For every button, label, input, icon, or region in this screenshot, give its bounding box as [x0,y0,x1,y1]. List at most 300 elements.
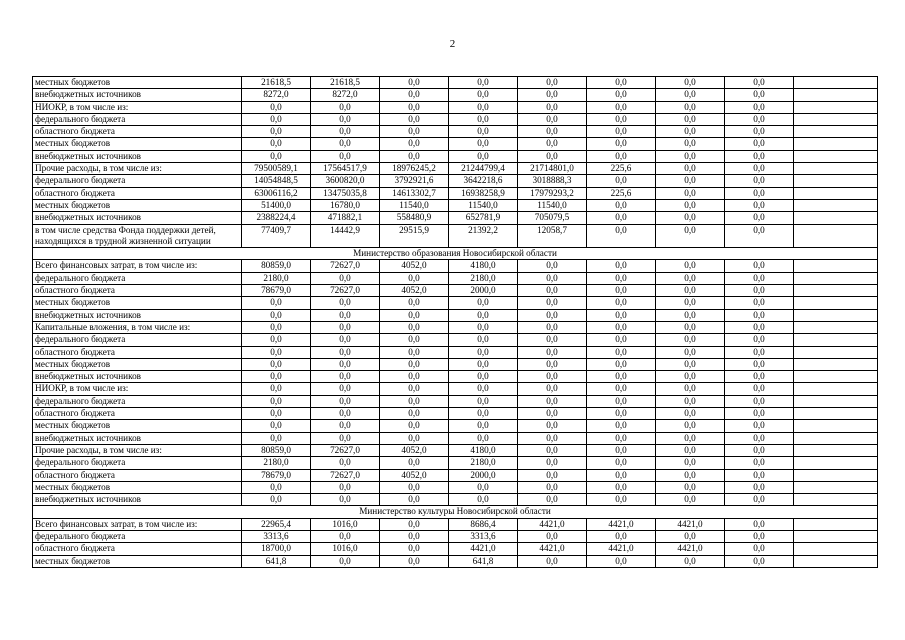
empty-cell [794,432,878,444]
value-cell: 0,0 [656,199,725,211]
value-cell: 4421,0 [587,543,656,555]
table-row [33,163,878,175]
value-cell: 641,8 [449,555,518,567]
value-cell: 21392,2 [449,224,518,248]
table-row [33,346,878,358]
empty-cell [794,199,878,211]
value-cell: 0,0 [725,371,794,383]
value-cell: 17564517,9 [311,163,380,175]
row-label: НИОКР, в том числе из: [33,101,242,113]
table-row [33,444,878,456]
value-cell: 0,0 [449,371,518,383]
empty-cell [794,101,878,113]
value-cell: 0,0 [518,285,587,297]
table-row [33,334,878,346]
value-cell: 0,0 [656,408,725,420]
value-cell: 0,0 [311,358,380,370]
value-cell: 0,0 [242,126,311,138]
value-cell: 4421,0 [656,543,725,555]
row-label: внебюджетных источников [33,371,242,383]
row-label: Прочие расходы, в том числе из: [33,163,242,175]
row-label: областного бюджета [33,408,242,420]
value-cell: 0,0 [518,89,587,101]
value-cell: 0,0 [656,346,725,358]
row-label: внебюджетных источников [33,212,242,224]
value-cell: 0,0 [518,408,587,420]
value-cell: 0,0 [449,432,518,444]
table-row [33,518,878,530]
value-cell: 0,0 [725,543,794,555]
value-cell: 0,0 [449,358,518,370]
value-cell: 0,0 [725,126,794,138]
row-label: внебюджетных источников [33,494,242,506]
value-cell: 0,0 [587,138,656,150]
table-row [33,260,878,272]
row-label: местных бюджетов [33,420,242,432]
value-cell: 14613302,7 [380,187,449,199]
value-cell: 0,0 [656,481,725,493]
value-cell: 2000,0 [449,469,518,481]
value-cell: 29515,9 [380,224,449,248]
value-cell: 0,0 [518,371,587,383]
value-cell: 0,0 [518,321,587,333]
table-row [33,224,878,248]
value-cell: 0,0 [242,346,311,358]
empty-cell [794,272,878,284]
value-cell: 0,0 [311,383,380,395]
value-cell: 0,0 [587,113,656,125]
value-cell: 0,0 [725,346,794,358]
empty-cell [794,555,878,567]
value-cell: 0,0 [725,481,794,493]
value-cell: 0,0 [725,187,794,199]
value-cell: 0,0 [725,358,794,370]
value-cell: 4421,0 [518,518,587,530]
value-cell: 72627,0 [311,469,380,481]
value-cell: 0,0 [725,444,794,456]
value-cell: 0,0 [656,77,725,89]
table-row [33,408,878,420]
value-cell: 4421,0 [449,543,518,555]
value-cell: 0,0 [587,224,656,248]
value-cell: 0,0 [380,383,449,395]
row-label: Всего финансовых затрат, в том числе из: [33,260,242,272]
empty-cell [794,89,878,101]
value-cell: 0,0 [725,321,794,333]
value-cell: 0,0 [656,530,725,542]
value-cell: 0,0 [518,420,587,432]
value-cell: 0,0 [449,408,518,420]
empty-cell [794,224,878,248]
value-cell: 0,0 [587,212,656,224]
value-cell: 0,0 [656,138,725,150]
value-cell: 3600820,0 [311,175,380,187]
table-row [33,420,878,432]
empty-cell [794,77,878,89]
row-label: Всего финансовых затрат, в том числе из: [33,518,242,530]
row-label: в том числе средства Фонда поддержки детей, находящихся в трудной жизненной ситуации [33,224,242,248]
value-cell: 0,0 [449,481,518,493]
value-cell: 0,0 [587,383,656,395]
value-cell: 0,0 [587,321,656,333]
value-cell: 80859,0 [242,444,311,456]
value-cell: 0,0 [725,101,794,113]
empty-cell [794,395,878,407]
page-number: 2 [449,38,456,50]
value-cell: 0,0 [587,346,656,358]
empty-cell [794,358,878,370]
value-cell: 0,0 [311,530,380,542]
empty-cell [794,113,878,125]
value-cell: 0,0 [380,371,449,383]
table-row [33,297,878,309]
value-cell: 0,0 [518,469,587,481]
table-row [33,358,878,370]
value-cell: 16938258,9 [449,187,518,199]
value-cell: 0,0 [380,334,449,346]
value-cell: 0,0 [725,530,794,542]
value-cell: 63006116,2 [242,187,311,199]
value-cell: 0,0 [518,358,587,370]
value-cell: 0,0 [242,408,311,420]
value-cell: 0,0 [587,175,656,187]
value-cell: 4052,0 [380,260,449,272]
value-cell: 0,0 [518,383,587,395]
value-cell: 0,0 [725,518,794,530]
row-label: федерального бюджета [33,334,242,346]
row-label: внебюджетных источников [33,309,242,321]
empty-cell [794,518,878,530]
value-cell: 0,0 [449,346,518,358]
value-cell: 0,0 [380,297,449,309]
value-cell: 0,0 [587,297,656,309]
value-cell: 0,0 [242,383,311,395]
value-cell: 3792921,6 [380,175,449,187]
value-cell: 3313,6 [449,530,518,542]
budget-table [32,76,878,568]
value-cell: 0,0 [587,272,656,284]
row-label: областного бюджета [33,126,242,138]
table-row [33,150,878,162]
value-cell: 22965,4 [242,518,311,530]
value-cell: 12058,7 [518,224,587,248]
value-cell: 18700,0 [242,543,311,555]
value-cell: 0,0 [311,555,380,567]
value-cell: 641,8 [242,555,311,567]
value-cell: 0,0 [518,346,587,358]
empty-cell [794,260,878,272]
value-cell: 0,0 [656,285,725,297]
value-cell: 0,0 [725,163,794,175]
value-cell: 0,0 [656,175,725,187]
value-cell: 0,0 [311,494,380,506]
value-cell: 0,0 [725,297,794,309]
empty-cell [794,469,878,481]
value-cell: 0,0 [380,395,449,407]
row-label: местных бюджетов [33,481,242,493]
value-cell: 0,0 [311,101,380,113]
value-cell: 0,0 [449,126,518,138]
value-cell: 14442,9 [311,224,380,248]
row-label: областного бюджета [33,543,242,555]
value-cell: 0,0 [380,150,449,162]
value-cell: 0,0 [587,494,656,506]
value-cell: 0,0 [587,334,656,346]
table-row [33,395,878,407]
row-label: местных бюджетов [33,297,242,309]
row-label: областного бюджета [33,469,242,481]
empty-cell [794,297,878,309]
value-cell: 0,0 [587,408,656,420]
value-cell: 0,0 [242,420,311,432]
value-cell: 0,0 [725,138,794,150]
value-cell: 0,0 [242,358,311,370]
value-cell: 0,0 [656,358,725,370]
empty-cell [794,408,878,420]
value-cell: 0,0 [725,383,794,395]
value-cell: 0,0 [449,334,518,346]
value-cell: 0,0 [518,481,587,493]
value-cell: 0,0 [656,187,725,199]
value-cell: 0,0 [587,395,656,407]
value-cell: 0,0 [518,126,587,138]
row-label: федерального бюджета [33,457,242,469]
value-cell: 0,0 [518,113,587,125]
value-cell: 4052,0 [380,285,449,297]
value-cell: 16780,0 [311,199,380,211]
value-cell: 0,0 [380,113,449,125]
value-cell: 0,0 [242,432,311,444]
value-cell: 0,0 [725,224,794,248]
value-cell: 14054848,5 [242,175,311,187]
value-cell: 0,0 [656,260,725,272]
value-cell: 2000,0 [449,285,518,297]
table-row [33,309,878,321]
value-cell: 0,0 [518,150,587,162]
value-cell: 0,0 [587,150,656,162]
value-cell: 652781,9 [449,212,518,224]
value-cell: 0,0 [725,272,794,284]
value-cell: 0,0 [725,285,794,297]
empty-cell [794,175,878,187]
value-cell: 0,0 [518,260,587,272]
value-cell: 0,0 [725,175,794,187]
value-cell: 0,0 [656,494,725,506]
value-cell: 8272,0 [311,89,380,101]
table-row [33,457,878,469]
value-cell: 0,0 [725,77,794,89]
value-cell: 0,0 [311,420,380,432]
value-cell: 4180,0 [449,444,518,456]
value-cell: 0,0 [311,371,380,383]
value-cell: 0,0 [242,334,311,346]
value-cell: 0,0 [449,77,518,89]
value-cell: 558480,9 [380,212,449,224]
value-cell: 0,0 [587,199,656,211]
empty-cell [794,187,878,199]
value-cell: 0,0 [380,530,449,542]
table-row [33,126,878,138]
value-cell: 0,0 [656,444,725,456]
empty-cell [794,457,878,469]
empty-cell [794,334,878,346]
value-cell: 4052,0 [380,469,449,481]
table-row [33,89,878,101]
value-cell: 0,0 [587,77,656,89]
value-cell: 0,0 [518,334,587,346]
value-cell: 0,0 [587,371,656,383]
table-row [33,285,878,297]
row-label: местных бюджетов [33,77,242,89]
value-cell: 0,0 [311,138,380,150]
value-cell: 0,0 [242,494,311,506]
row-label: Капитальные вложения, в том числе из: [33,321,242,333]
value-cell: 0,0 [518,457,587,469]
value-cell: 0,0 [656,126,725,138]
row-label: НИОКР, в том числе из: [33,383,242,395]
table-row [33,543,878,555]
value-cell: 0,0 [518,77,587,89]
value-cell: 0,0 [725,420,794,432]
value-cell: 0,0 [656,101,725,113]
value-cell: 0,0 [311,321,380,333]
value-cell: 0,0 [587,101,656,113]
empty-cell [794,543,878,555]
table-row [33,187,878,199]
table-row [33,555,878,567]
table-row [33,175,878,187]
value-cell: 0,0 [725,150,794,162]
value-cell: 78679,0 [242,469,311,481]
empty-cell [794,383,878,395]
value-cell: 0,0 [518,432,587,444]
table-row [33,272,878,284]
value-cell: 2180,0 [449,457,518,469]
value-cell: 72627,0 [311,285,380,297]
value-cell: 0,0 [587,457,656,469]
value-cell: 0,0 [380,408,449,420]
row-label: федерального бюджета [33,113,242,125]
value-cell: 78679,0 [242,285,311,297]
value-cell: 0,0 [725,395,794,407]
value-cell: 0,0 [725,555,794,567]
row-label: внебюджетных источников [33,150,242,162]
value-cell: 0,0 [449,383,518,395]
empty-cell [794,346,878,358]
empty-cell [794,371,878,383]
value-cell: 0,0 [587,89,656,101]
section-header-row [33,248,878,260]
table-row [33,371,878,383]
value-cell: 0,0 [656,150,725,162]
value-cell: 0,0 [311,408,380,420]
value-cell: 77409,7 [242,224,311,248]
value-cell: 11540,0 [449,199,518,211]
value-cell: 0,0 [725,334,794,346]
value-cell: 0,0 [311,113,380,125]
value-cell: 0,0 [242,150,311,162]
value-cell: 0,0 [380,518,449,530]
value-cell: 0,0 [725,457,794,469]
value-cell: 0,0 [311,150,380,162]
value-cell: 0,0 [587,126,656,138]
value-cell: 0,0 [725,260,794,272]
value-cell: 0,0 [725,89,794,101]
value-cell: 0,0 [518,530,587,542]
value-cell: 4052,0 [380,444,449,456]
section-title: Министерство культуры Новосибирской области [33,506,878,518]
value-cell: 0,0 [725,494,794,506]
empty-cell [794,285,878,297]
row-label: местных бюджетов [33,555,242,567]
row-label: Прочие расходы, в том числе из: [33,444,242,456]
value-cell: 21714801,0 [518,163,587,175]
row-label: областного бюджета [33,187,242,199]
value-cell: 21244799,4 [449,163,518,175]
value-cell: 3313,6 [242,530,311,542]
table-row [33,113,878,125]
value-cell: 4421,0 [587,518,656,530]
empty-cell [794,150,878,162]
table-row [33,432,878,444]
value-cell: 0,0 [587,420,656,432]
value-cell: 1016,0 [311,543,380,555]
value-cell: 0,0 [587,358,656,370]
value-cell: 0,0 [449,138,518,150]
empty-cell [794,138,878,150]
value-cell: 18976245,2 [380,163,449,175]
value-cell: 0,0 [380,358,449,370]
value-cell: 0,0 [518,555,587,567]
value-cell: 0,0 [242,138,311,150]
empty-cell [794,530,878,542]
empty-cell [794,494,878,506]
value-cell: 0,0 [380,543,449,555]
row-label: федерального бюджета [33,272,242,284]
section-title: Министерство образования Новосибирской области [33,248,878,260]
value-cell: 225,6 [587,163,656,175]
value-cell: 471882,1 [311,212,380,224]
value-cell: 0,0 [587,285,656,297]
value-cell: 0,0 [380,126,449,138]
row-label: местных бюджетов [33,138,242,150]
row-label: внебюджетных источников [33,89,242,101]
value-cell: 0,0 [380,77,449,89]
value-cell: 0,0 [587,432,656,444]
value-cell: 0,0 [311,297,380,309]
value-cell: 0,0 [242,113,311,125]
value-cell: 3642218,6 [449,175,518,187]
value-cell: 0,0 [518,138,587,150]
value-cell: 8272,0 [242,89,311,101]
row-label: областного бюджета [33,285,242,297]
value-cell: 0,0 [311,395,380,407]
value-cell: 0,0 [449,101,518,113]
value-cell: 0,0 [311,126,380,138]
value-cell: 0,0 [380,321,449,333]
value-cell: 0,0 [449,395,518,407]
value-cell: 0,0 [656,555,725,567]
value-cell: 17979293,2 [518,187,587,199]
value-cell: 0,0 [380,457,449,469]
empty-cell [794,163,878,175]
table-row [33,481,878,493]
value-cell: 72627,0 [311,444,380,456]
value-cell: 0,0 [518,297,587,309]
value-cell: 0,0 [518,272,587,284]
value-cell: 0,0 [656,163,725,175]
value-cell: 0,0 [656,309,725,321]
